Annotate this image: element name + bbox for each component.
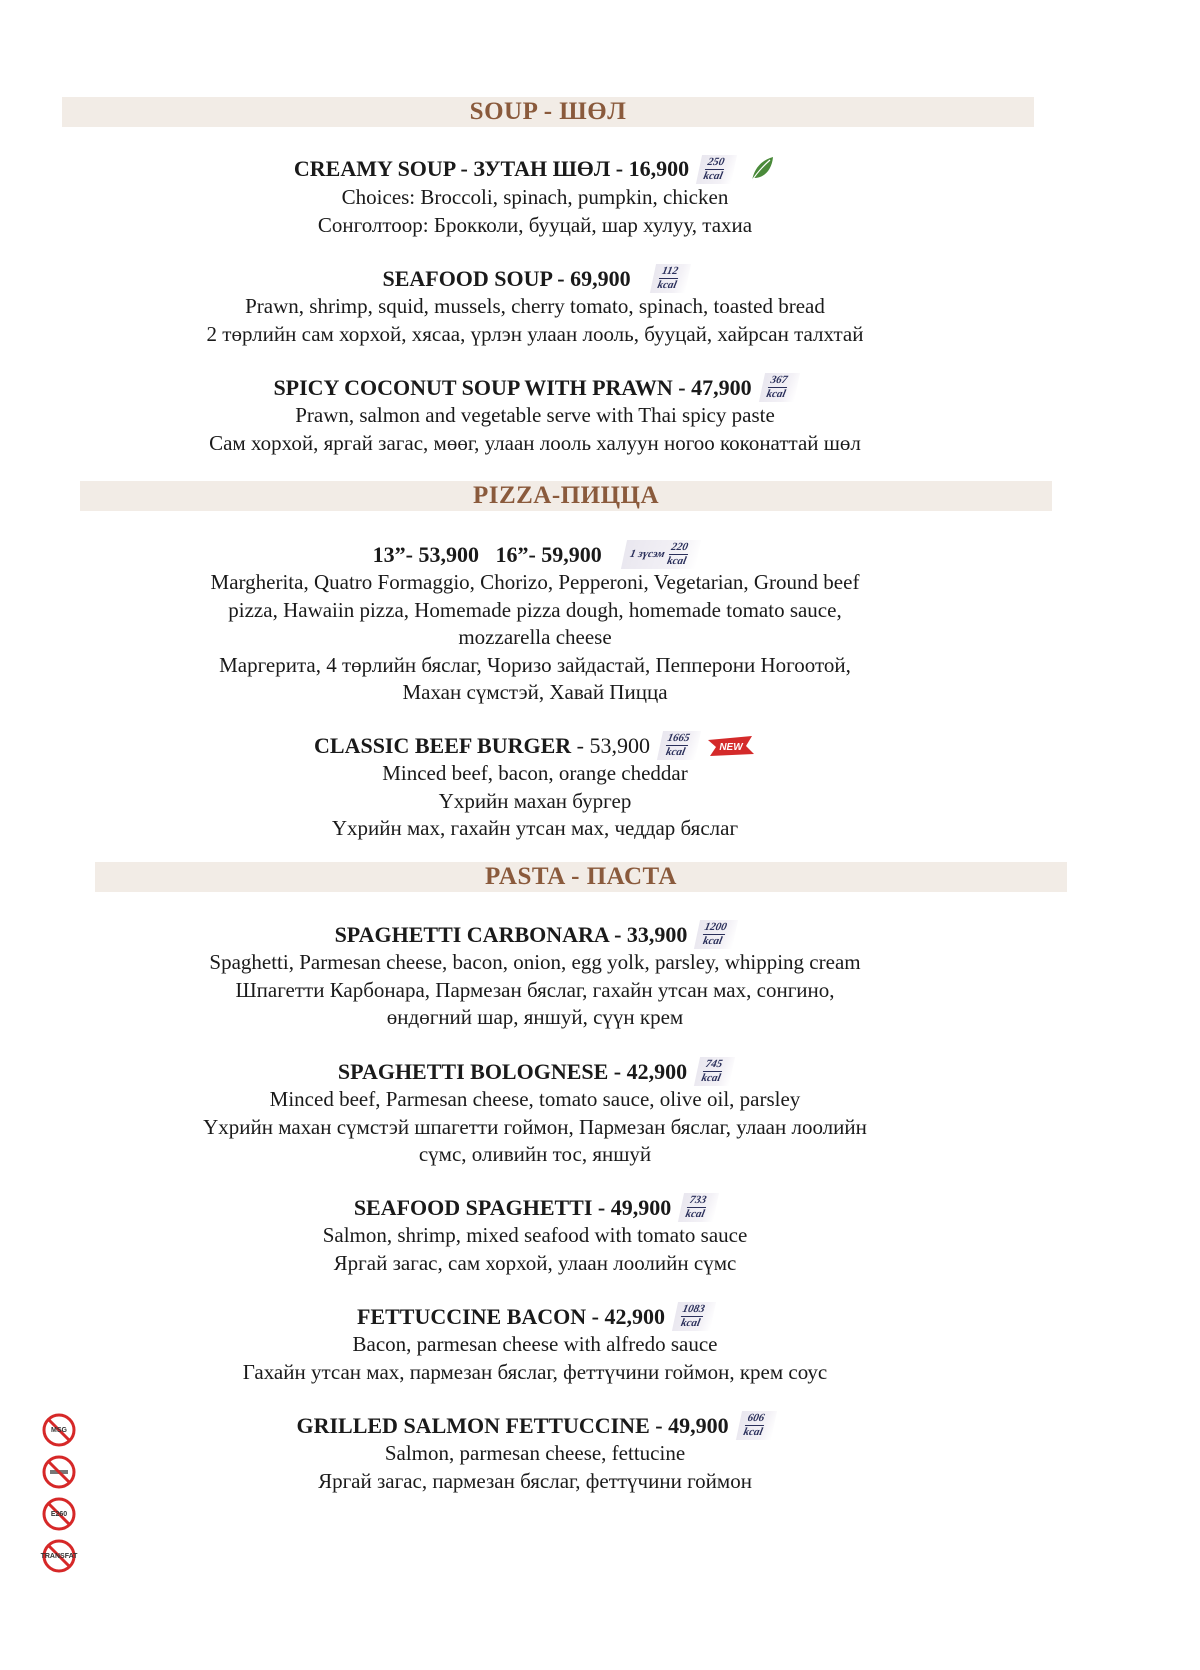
section-title-pasta: PASTA - ПАСТА <box>485 863 677 890</box>
item-title: CREAMY SOUP - ЗУТАН ШӨЛ - 16,900 <box>293 156 690 181</box>
kcal-badge: 1083 kcal <box>672 1302 716 1331</box>
menu-item-fettuccine-bacon <box>0 1302 1070 1386</box>
item-desc-mn: Яргай загас, сам хорхой, улаан лоолийн сүмс <box>333 1250 737 1275</box>
new-badge-icon <box>706 734 756 758</box>
item-desc-en: pizza, Hawaiin pizza, Homemade pizza dough, homemade tomato sauce, <box>228 597 842 622</box>
menu-item-seafood-soup <box>0 264 1070 348</box>
section-title-soup: SOUP - ШӨЛ <box>469 98 627 125</box>
menu-item-seafood-spaghetti <box>0 1193 1070 1277</box>
item-desc-en: Prawn, salmon and vegetable serve with Thai spicy paste <box>295 403 775 427</box>
kcal-badge: 733 kcal <box>678 1193 719 1222</box>
menu-item-classic-beef-burger <box>0 731 1070 843</box>
section-title-pizza: PIZZA-ПИЦЦА <box>472 482 660 509</box>
item-desc-mn: Гахайн утсан мах, пармезан бяслаг, феттүчини гоймон, крем соус <box>242 1359 828 1384</box>
item-price: - 53,900 <box>571 732 650 758</box>
item-desc-mn: Маргерита, 4 төрлийн бяслаг, Чоризо зайдастай, Пепперони Ногоотой, <box>219 652 851 677</box>
item-title: 13”- 53,900 16”- 59,900 <box>372 541 602 567</box>
item-desc-mn: Үхрийн махан сүмстэй шпагетти гоймон, Пармезан бяслаг, улаан лоолийн <box>203 1114 867 1139</box>
item-desc-mn: Үхрийн мах, гахайн утсан мах, чеддар бяслаг <box>331 816 739 840</box>
item-desc-mn: Үхрийн махан бургер <box>438 788 632 813</box>
item-title: CLASSIC BEEF BURGER <box>314 732 572 758</box>
item-desc-en: Bacon, parmesan cheese with alfredo sauce <box>352 1332 718 1356</box>
no-smoking-icon <box>42 1455 76 1489</box>
item-desc-en: Choices: Broccoli, spinach, pumpkin, chicken <box>341 185 729 209</box>
menu-item-spicy-coconut-soup <box>0 373 1070 457</box>
item-desc-en: Prawn, shrimp, squid, mussels, cherry tomato, spinach, toasted bread <box>245 294 825 318</box>
item-desc-mn: сүмс, оливийн тос, яншуй <box>418 1142 652 1166</box>
item-desc-mn: Яргай загас, пармезан бяслаг, феттүчини гоймон <box>318 1468 752 1493</box>
section-header-soup <box>62 97 1034 127</box>
kcal-badge: 1665 kcal <box>657 731 701 760</box>
item-desc-mn: Сам хорхой, яргай загас, мөөг, улаан лооль халуун ногоо коконаттай шөл <box>209 430 861 455</box>
item-title: SPAGHETTI BOLOGNESE - 42,900 <box>337 1058 688 1084</box>
no-msg-icon: MSG <box>42 1413 76 1447</box>
kcal-badge: 367 kcal <box>759 373 800 402</box>
item-desc-mn: 2 төрлийн сам хорхой, хясаа, үрлэн улаан лооль, бууцай, хайрсан талхтай <box>206 321 864 346</box>
menu-item-grilled-salmon-fettuccine <box>0 1411 1070 1495</box>
kcal-badge: 745 kcal <box>694 1057 735 1086</box>
menu-item-spaghetti-bolognese <box>0 1057 1070 1169</box>
item-desc-en: Margherita, Quatro Formaggio, Chorizo, Pepperoni, Vegetarian, Ground beef <box>210 570 860 594</box>
item-title: SPICY COCONUT SOUP WITH PRAWN - 47,900 <box>273 374 752 400</box>
kcal-badge: 1200 kcal <box>694 920 738 949</box>
menu-item-pizza <box>0 540 1070 707</box>
vegetarian-leaf-icon <box>746 154 776 184</box>
item-title: GRILLED SALMON FETTUCCINE - 49,900 <box>296 1412 729 1438</box>
kcal-badge: 112 kcal <box>650 264 691 293</box>
item-desc-mn: Шпагетти Карбонара, Пармезан бяслаг, гахайн утсан мах, сонгино, <box>235 977 835 1002</box>
item-desc-mn: Махан сүмстэй, Хавай Пицца <box>402 680 668 704</box>
item-desc-en: Minced beef, Parmesan cheese, tomato sauce, olive oil, parsley <box>269 1087 801 1111</box>
item-desc-mn: өндөгний шар, яншуй, сүүн крем <box>386 1005 684 1029</box>
section-header-pizza <box>80 481 1052 511</box>
item-desc-en: Spaghetti, Parmesan cheese, bacon, onion, egg yolk, parsley, whipping cream <box>209 950 861 974</box>
item-title: SEAFOOD SPAGHETTI - 49,900 <box>353 1194 672 1220</box>
item-title: SEAFOOD SOUP - 69,900 <box>382 265 631 291</box>
no-e260-icon: E260 <box>42 1497 76 1531</box>
item-desc-en: Salmon, parmesan cheese, fettucine <box>384 1441 686 1465</box>
item-desc-en: Salmon, shrimp, mixed seafood with tomato sauce <box>322 1223 748 1247</box>
menu-item-spaghetti-carbonara <box>0 920 1070 1032</box>
kcal-badge: 250 kcal <box>696 155 737 184</box>
item-desc-en: mozzarella cheese <box>458 625 612 649</box>
item-desc-en: Minced beef, bacon, orange cheddar <box>382 761 688 785</box>
no-additives-icons <box>42 1413 76 1581</box>
item-desc-mn: Сонголтоор: Брокколи, бууцай, шар хулуу, тахиа <box>317 212 753 237</box>
item-title: FETTUCCINE BACON - 42,900 <box>356 1303 666 1329</box>
section-header-pasta <box>95 862 1067 892</box>
no-trans-fat-icon: TRANS FAT <box>42 1539 76 1573</box>
item-title: SPAGHETTI CARBONARA - 33,900 <box>334 921 688 947</box>
kcal-badge: 606 kcal <box>735 1411 776 1440</box>
svg-text:NEW: NEW <box>719 741 743 753</box>
kcal-badge: 1 зүсэм 220 kcal <box>621 540 701 569</box>
menu-item-creamy-soup <box>0 154 1070 239</box>
